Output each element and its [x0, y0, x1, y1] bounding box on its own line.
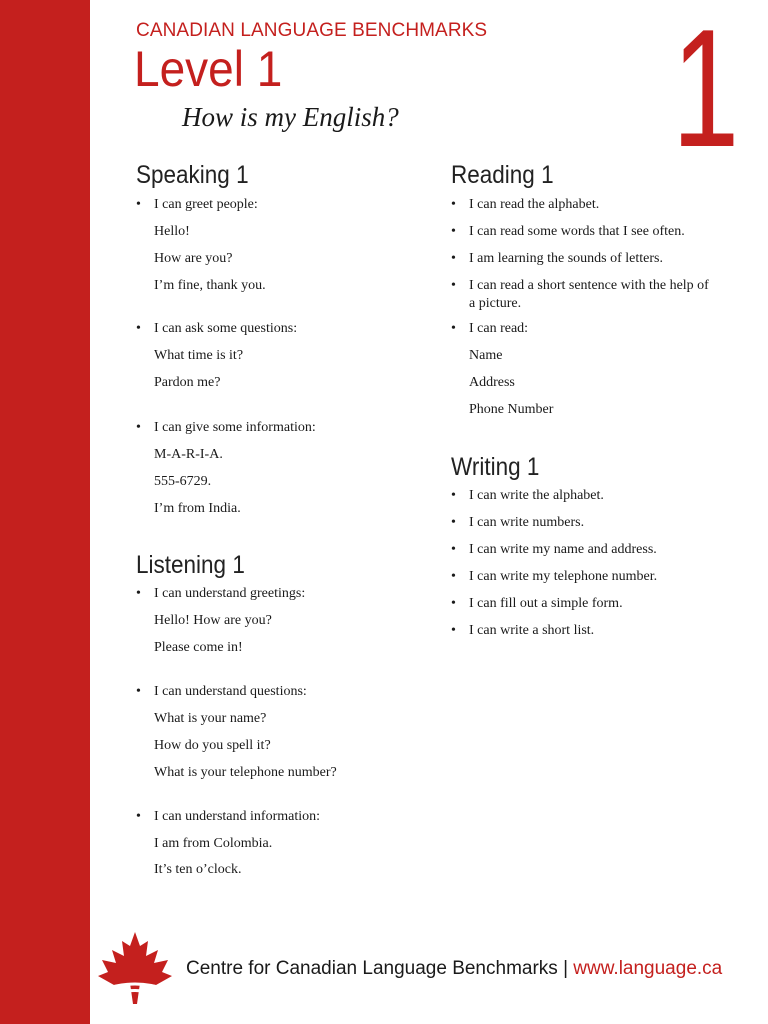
bullet-icon: • [451, 197, 456, 212]
listening-section: Listening 1 • I can understand greetings: Hello! How are you? Please come in! • I can understand questions: What is your name? How do you spell it? What is your telephone number? • I can understand information: I am from Colombia. It’s ten o’clock. [136, 550, 426, 880]
section-title: Listening 1 [136, 551, 245, 579]
example-text: 555-6729. [154, 474, 212, 489]
footer-separator: | [557, 958, 574, 979]
bullet-icon: • [136, 321, 141, 336]
example-text: How are you? [154, 251, 233, 266]
bullet-icon: • [136, 420, 141, 435]
example-text: It’s ten o’clock. [154, 862, 242, 877]
bullet-icon: • [451, 488, 456, 503]
org-label: CANADIAN LANGUAGE BENCHMARKS [136, 20, 488, 41]
example-text: Please come in! [154, 640, 243, 655]
example-text: What time is it? [154, 348, 244, 363]
bullet-icon: • [451, 596, 456, 611]
example-text: How do you spell it? [154, 738, 271, 753]
bullet-icon: • [136, 809, 141, 824]
footer [186, 958, 722, 980]
example-text: What is your name? [154, 711, 267, 726]
example-text: Name [469, 348, 503, 363]
left-red-bar [0, 0, 90, 1024]
speaking-section: Speaking 1 • I can greet people: Hello! How are you? I’m fine, thank you. • I can ask some questions: What time is it? Pardon me? • I can give some information: M-A-R-I-A. 555-6729. I’m from India. [136, 160, 426, 530]
bullet-icon: • [451, 515, 456, 530]
section-title: Reading 1 [451, 161, 554, 189]
bullet-icon: • [136, 684, 141, 699]
bullet-icon: • [136, 197, 141, 212]
bullet-icon: • [136, 586, 141, 601]
page-title: Level 1 [134, 41, 283, 97]
bullet-icon: • [451, 224, 456, 239]
bullet-icon: • [451, 542, 456, 557]
example-text: Hello! [154, 224, 190, 239]
example-text: I’m from India. [154, 501, 241, 516]
footer-url-link[interactable]: www.language.ca [573, 958, 723, 979]
bullet-icon: • [451, 278, 456, 293]
page-subtitle: How is my English? [182, 102, 399, 132]
section-title: Speaking 1 [136, 161, 249, 189]
example-text: What is your telephone number? [154, 765, 337, 780]
writing-section: Writing 1 • I can write the alphabet. • I can write numbers. • I can write my name and address. • I can write my telephone number. • I can fill out a simple form. • I can write a short list. [451, 452, 741, 652]
example-text: M-A-R-I-A. [154, 447, 223, 462]
example-text: Hello! How are you? [154, 613, 272, 628]
example-text: I’m fine, thank you. [154, 278, 266, 293]
bullet-icon: • [451, 569, 456, 584]
maple-leaf-logo-icon [96, 930, 174, 1008]
reading-section: Reading 1 • I can read the alphabet. • I can read some words that I see often. • I am learning the sounds of letters. • I can read a short sentence with the help of a picture. • I can read: Name Address Phone Number [451, 160, 741, 425]
bullet-icon: • [451, 251, 456, 266]
example-text: Pardon me? [154, 375, 221, 390]
example-text: Phone Number [469, 402, 554, 417]
footer-org-name: Centre for Canadian Language Benchmarks [186, 958, 558, 979]
section-title: Writing 1 [451, 453, 540, 481]
example-text: I am from Colombia. [154, 836, 273, 851]
level-number: 1 [672, 0, 740, 182]
example-text: Address [469, 375, 515, 390]
bullet-icon: • [451, 623, 456, 638]
bullet-icon: • [451, 321, 456, 336]
